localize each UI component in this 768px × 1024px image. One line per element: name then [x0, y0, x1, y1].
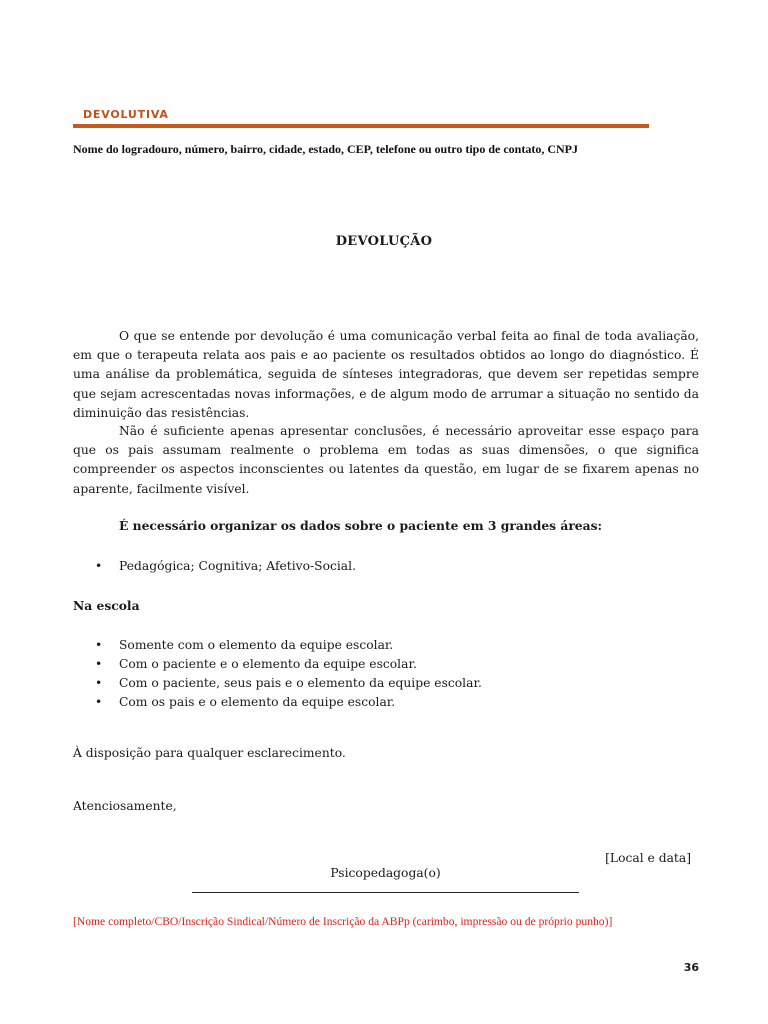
header-rule — [73, 124, 649, 128]
paragraph-text: Não é suficiente apenas apresentar conclusões, é necessário aproveitar esse espaço para que os pais assumam realmente o problema em todas as suas dimensões, o que significa compreender os aspectos inconscientes ou latentes da questão, em lugar de se fixarem apenas no aparente, facilmente visível. — [73, 424, 699, 496]
list-item: • Com os pais e o elemento da equipe escolar. — [73, 693, 482, 712]
local-date: [Local e data] — [605, 851, 691, 865]
list-item: • Com o paciente e o elemento da equipe escolar. — [73, 655, 482, 674]
signature-title: Psicopedagoga(o) — [330, 866, 441, 880]
paragraph-conclusions — [73, 422, 699, 499]
header-label: DEVOLUTIVA — [83, 108, 169, 121]
paragraph-text: O que se entende por devolução é uma comunicação verbal feita ao final de toda avaliação, em que o terapeuta relata aos pais e ao paciente os resultados obtidos ao longo do diagnóstico. É uma análise da problemática, seguida de sínteses integradoras, que devem ser repetidas sempre que sejam acrescentadas novas informações, e de algum modo de arrumar a situação no sentido da diminuição das resistências. — [73, 329, 699, 420]
list-item: • Com o paciente, seus pais e o elemento da equipe escolar. — [73, 674, 482, 693]
document-title: DEVOLUÇÃO — [335, 234, 433, 249]
availability-line: À disposição para qualquer esclarecimento. — [73, 746, 346, 760]
signature-rule — [192, 892, 579, 893]
paragraph-devolution-definition — [73, 327, 699, 423]
page-number: 36 — [683, 961, 699, 974]
regards-line: Atenciosamente, — [73, 799, 177, 813]
list-item: • Somente com o elemento da equipe escolar. — [73, 636, 482, 655]
areas-list — [73, 557, 356, 576]
school-heading: Na escola — [73, 598, 140, 613]
signature-note: [Nome completo/CBO/Inscrição Sindical/Número de Inscrição da ABPp (carimbo, impressão ou de próprio punho)] — [73, 915, 613, 928]
list-item: • Pedagógica; Cognitiva; Afetivo-Social. — [73, 557, 356, 576]
school-list — [73, 636, 482, 712]
address-line: Nome do logradouro, número, bairro, cidade, estado, CEP, telefone ou outro tipo de contato, CNPJ — [73, 142, 578, 156]
organize-heading: É necessário organizar os dados sobre o paciente em 3 grandes áreas: — [119, 518, 603, 533]
